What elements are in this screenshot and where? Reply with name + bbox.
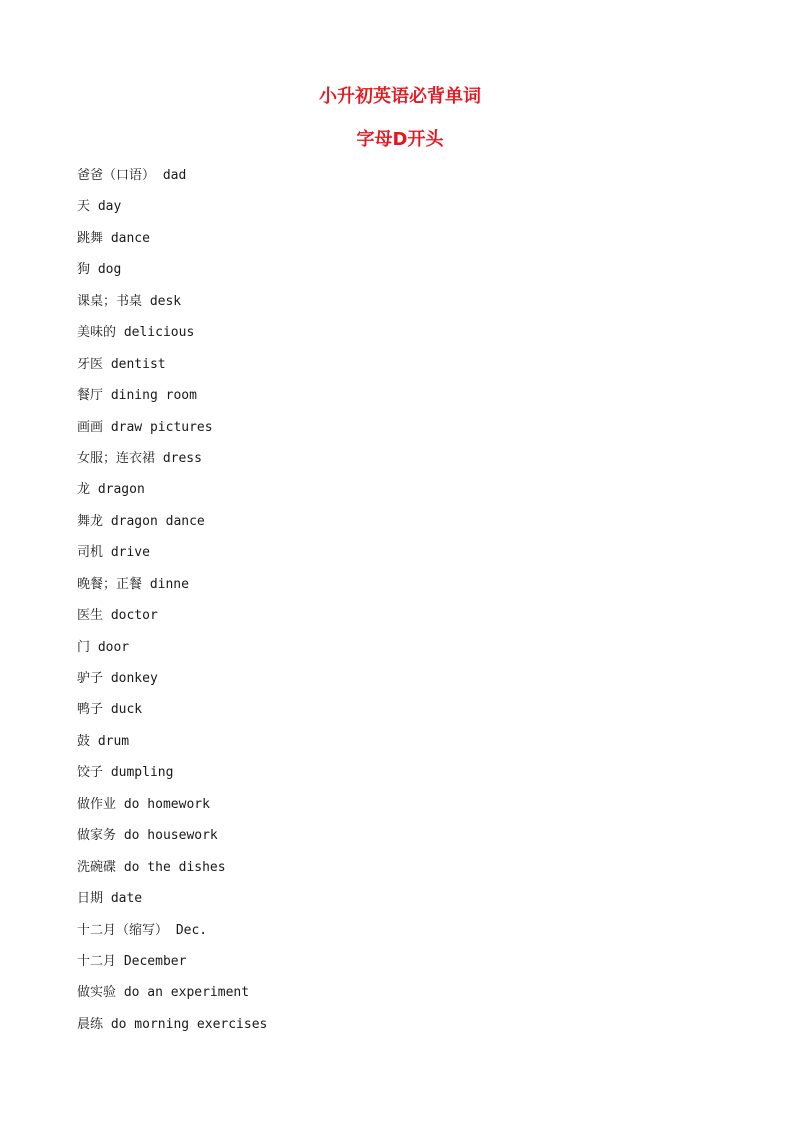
- word-entry: 跳舞 dance: [77, 230, 150, 246]
- word-entry: 美味的 delicious: [77, 325, 195, 341]
- document-subtitle: 字母D开头: [356, 129, 444, 150]
- word-entry: 司机 drive: [77, 545, 150, 561]
- word-entry: 日期 date: [77, 891, 143, 907]
- word-entry: 狗 dog: [77, 262, 122, 278]
- word-entry: 牙医 dentist: [77, 356, 166, 372]
- word-entry: 天 day: [77, 199, 122, 215]
- word-entry: 做家务 do housework: [77, 828, 218, 844]
- word-entry: 晨练 do morning exercises: [77, 1016, 268, 1032]
- word-entry: 做作业 do homework: [77, 796, 210, 812]
- word-entry: 女服；连衣裙 dress: [77, 450, 202, 466]
- word-entry: 十二月（缩写） Dec.: [77, 922, 208, 938]
- word-entry: 餐厅 dining room: [77, 388, 197, 404]
- word-entry: 龙 dragon: [77, 482, 145, 498]
- document-title: 小升初英语必背单词: [319, 86, 481, 107]
- word-entry: 门 door: [77, 639, 130, 655]
- word-entry: 爸爸（口语） dad: [77, 168, 187, 183]
- word-entry: 鼓 drum: [77, 733, 130, 749]
- word-entry: 洗碗碟 do the dishes: [77, 859, 226, 875]
- word-entry: 驴子 donkey: [77, 671, 158, 686]
- word-entry: 鸭子 duck: [77, 702, 143, 718]
- word-entry: 舞龙 dragon dance: [77, 513, 205, 529]
- word-entry: 十二月 December: [77, 953, 187, 969]
- word-entry: 画画 draw pictures: [77, 419, 213, 435]
- word-entry: 晚餐；正餐 dinne: [77, 576, 189, 592]
- word-entry: 医生 doctor: [77, 608, 158, 624]
- word-entry: 课桌；书桌 desk: [77, 293, 182, 309]
- word-list: [77, 166, 267, 1046]
- word-entry: 饺子 dumpling: [77, 765, 174, 781]
- word-entry: 做实验 do an experiment: [77, 985, 250, 1001]
